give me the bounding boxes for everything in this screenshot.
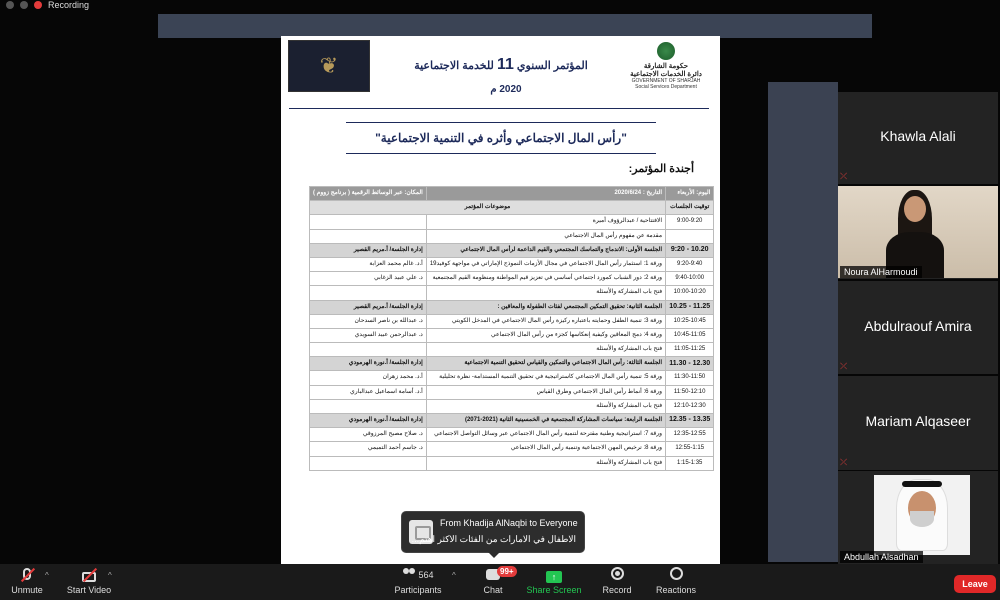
agenda-presenter: د. صلاح مصيح المرزوقي: [310, 428, 427, 442]
record-icon: [600, 567, 634, 583]
sharjah-emblem-icon: [657, 42, 675, 60]
unmute-button[interactable]: [8, 567, 46, 595]
agenda-header-row: [310, 187, 714, 201]
agenda-presenter: أ.د. أسامة اسماعيل عبدالباري: [310, 385, 427, 399]
agenda-item-row: [310, 328, 714, 342]
agenda-presenter: إدارة الجلسة/ أ.نورة الهرمودي: [310, 357, 427, 371]
divider: [346, 122, 656, 123]
agenda-item-row: [310, 286, 714, 300]
agenda-presenter: د. عبدالرحمن عبيد السويدي: [310, 328, 427, 342]
agenda-item-row: [310, 428, 714, 442]
agenda-topic: فتح باب المشاركة والأسئلة: [426, 399, 665, 413]
agenda-topic: فتح باب المشاركة والأسئلة: [426, 286, 665, 300]
share-screen-label: Share Screen: [526, 585, 582, 595]
agenda-item-row: [310, 371, 714, 385]
agenda-venue: المكان: عبر الوسائط الرقمية ( برنامج زووم ): [310, 187, 427, 201]
agenda-time: 12:55-1:15: [666, 442, 714, 456]
recording-label: Recording: [48, 0, 90, 10]
agenda-presenter: [310, 456, 427, 470]
agenda-presenter: إدارة الجلسة/ أ.مريم القصير: [310, 243, 427, 257]
agenda-presenter: [310, 399, 427, 413]
video-options-chevron-icon[interactable]: ^: [108, 571, 112, 580]
document-main-title: "رأس المال الاجتماعي وأثره في التنمية الاجتماعية": [375, 131, 627, 145]
agenda-topic: ورقة 2: دور الشباب كمورد اجتماعي أساسي في تعزيز قيم المواطنة ومنظومة القيم المجتمعية: [426, 272, 665, 286]
conference-logo: [288, 40, 370, 92]
agenda-presenter: إدارة الجلسة/ أ.نورة الهرمودي: [310, 414, 427, 428]
share-screen-icon: ↑: [526, 567, 582, 583]
agenda-topic: الافتتاحية / عبدالرؤوف أميرة: [426, 215, 665, 229]
agenda-topic: الجلسة الثانية: تحقيق التمكين المجتمعي لفئات الطفولة والمعاقين :: [426, 300, 665, 314]
window-minimize-icon[interactable]: [20, 1, 28, 9]
agenda-topic: الجلسة الأولى: الاندماج والتماسك المجتمعي والقيم الداعمة لرأس المال الاجتماعي: [426, 243, 665, 257]
agenda-date: التاريخ : 2020/6/24: [426, 187, 665, 201]
divider: [346, 153, 656, 154]
agenda-presenter: د. علي عبيد الزغابي: [310, 272, 427, 286]
agenda-item-row: [310, 314, 714, 328]
recording-dot-icon: [34, 1, 42, 9]
agenda-topic: الجلسة الثالثة: رأس المال الاجتماعي والتمكين والقياس لتحقيق التنمية الاجتماعية: [426, 357, 665, 371]
agenda-day: اليوم: الأربعاء: [666, 187, 714, 201]
video-off-icon: [64, 567, 114, 583]
agenda-presenter: أ.د. محمد زهران: [310, 371, 427, 385]
conference-title: [401, 56, 601, 74]
participant-name: Khawla Alali: [880, 128, 956, 144]
agenda-time: 11:30-11:50: [666, 371, 714, 385]
agenda-label: أجندة المؤتمر:: [628, 163, 694, 175]
agenda-time-heading: توقيت الجلسات: [666, 201, 714, 215]
agenda-presenter: د. عبدالله بن ناصر السدحان: [310, 314, 427, 328]
logo-line-2: دائرة الخدمات الاجتماعية: [630, 71, 702, 78]
agenda-item-row: [310, 456, 714, 470]
reactions-label: Reactions: [655, 585, 697, 595]
leave-button[interactable]: Leave: [954, 575, 996, 593]
logo-line-1: حكومة الشارقة: [643, 63, 689, 70]
participant-name-tag: Noura AlHarmoudi: [840, 266, 922, 278]
share-screen-button[interactable]: [526, 567, 582, 595]
reactions-icon: [654, 567, 698, 583]
agenda-topic: فتح باب المشاركة والأسئلة: [426, 343, 665, 357]
participants-count: 564: [418, 570, 434, 580]
agenda-topic: ورقة 8: ترخيص المهن الاجتماعية وتنمية رأس المال الاجتماعي: [426, 442, 665, 456]
participant-tile[interactable]: [838, 92, 998, 184]
participant-tile[interactable]: [838, 376, 998, 470]
agenda-table: [309, 186, 714, 471]
agenda-item-row: [310, 385, 714, 399]
conference-year: 2020 م: [490, 84, 522, 95]
agenda-subheader-row: [310, 201, 714, 215]
agenda-time: 12:35-12:55: [666, 428, 714, 442]
agenda-item-row: [310, 215, 714, 229]
shared-document: [281, 36, 720, 564]
mic-muted-icon: ⤫: [840, 361, 848, 371]
mic-muted-icon: [8, 567, 46, 583]
agenda-time: 12:10-12:30: [666, 399, 714, 413]
agenda-topic: ورقة 7: استراتيجية وطنية مقترحة لتنمية رأس المال الاجتماعي عبر وسائل التواصل الاجتماعي: [426, 428, 665, 442]
shared-screen-sidebar: [768, 82, 838, 562]
start-video-label: Start Video: [66, 585, 112, 595]
logo-line-3: GOVERNMENT OF SHARJAH: [631, 78, 701, 84]
recording-indicator: [0, 0, 160, 10]
agenda-time: 11:05-11:25: [666, 343, 714, 357]
record-button[interactable]: [600, 567, 634, 595]
agenda-presenter: إدارة الجلسة/ أ.مريم القصير: [310, 300, 427, 314]
conference-number: 11: [496, 56, 514, 73]
agenda-topic: مقدمة عن مفهوم رأس المال الاجتماعي: [426, 229, 665, 243]
window-close-icon[interactable]: [6, 1, 14, 9]
agenda-time: 12.35 - 13.35: [666, 414, 714, 428]
agenda-time: 9:20-9:40: [666, 257, 714, 271]
start-video-button[interactable]: [64, 567, 114, 595]
agenda-topic: فتح باب المشاركة والأسئلة: [426, 456, 665, 470]
reactions-button[interactable]: [654, 567, 698, 595]
agenda-time: 10:45-11:05: [666, 328, 714, 342]
participant-tile[interactable]: [838, 281, 998, 374]
agenda-presenter: [310, 215, 427, 229]
agenda-time: [666, 229, 714, 243]
shared-screen-header: [158, 14, 872, 38]
participant-tile[interactable]: [838, 471, 998, 564]
participants-label: Participants: [394, 585, 442, 595]
agenda-topic: ورقة 6: أنماط رأس المال الاجتماعي وطرق القياس: [426, 385, 665, 399]
conference-title-suffix: للخدمة الاجتماعية: [414, 60, 494, 72]
agenda-time: 11:50-12:10: [666, 385, 714, 399]
participant-name: Mariam Alqaseer: [865, 413, 971, 429]
agenda-time: 1:15-1:35: [666, 456, 714, 470]
chat-notification-tail: [488, 552, 500, 558]
participant-video: [838, 186, 998, 278]
agenda-item-row: [310, 442, 714, 456]
agenda-presenter: [310, 286, 427, 300]
agenda-topic: ورقة 4: دمج المعاقين وكيفية إنعكاسها كجزء من رأس المال الاجتماعي: [426, 328, 665, 342]
agenda-presenter: [310, 343, 427, 357]
audio-options-chevron-icon[interactable]: ^: [45, 571, 49, 580]
agenda-presenter: أ.د. غالم محمد العزابة: [310, 257, 427, 271]
participants-options-chevron-icon[interactable]: ^: [452, 571, 456, 580]
logo-line-4: Social Services Department: [635, 84, 697, 90]
mic-muted-icon: ⤫: [840, 457, 848, 467]
agenda-time: 10:25-10:45: [666, 314, 714, 328]
agenda-topic: ورقة 1: استثمار رأس المال الاجتماعي في مجال الأزمات النموذج الإماراتي في مواجهة كوفيد19: [426, 257, 665, 271]
agenda-time: 9:20 - 10.20: [666, 243, 714, 257]
chat-notification-message: الاطفال في الامارات من الفئات الاكثر اهتم...: [411, 534, 576, 544]
agenda-session-row: [310, 300, 714, 314]
agenda-time: 11.30 - 12.30: [666, 357, 714, 371]
agenda-topic: ورقة 5: تنمية رأس المال الاجتماعي كاستراتيجية في تحقيق التنمية المستدامة- نظرة تحليلية: [426, 371, 665, 385]
agenda-topic: الجلسة الرابعة: سياسات المشاركة المجتمعية في الخمسينية الثانية (2021-2071): [426, 414, 665, 428]
chat-notification[interactable]: [401, 511, 585, 553]
participant-tile[interactable]: [838, 186, 998, 279]
government-logo: [630, 42, 702, 102]
agenda-topic: ورقة 3: تنمية الطفل وحمايته باعتباره ركيزة رأس المال الاجتماعي في المدخل الكويتي: [426, 314, 665, 328]
conference-title-prefix: المؤتمر السنوي: [516, 60, 588, 72]
agenda-item-row: [310, 257, 714, 271]
agenda-item-row: [310, 229, 714, 243]
participants-icon: [392, 567, 444, 583]
agenda-topics-heading: موضوعات المؤتمر: [310, 201, 666, 215]
agenda-presenter: د. جاسم أحمد التميمي: [310, 442, 427, 456]
agenda-session-row: [310, 357, 714, 371]
agenda-session-row: [310, 414, 714, 428]
mic-muted-icon: ⤫: [840, 171, 848, 181]
participant-name: Abdulraouf Amira: [864, 317, 972, 334]
participant-name-tag: Abdullah Alsadhan: [840, 551, 923, 563]
calligraphy-logo-icon: ❦: [319, 53, 339, 79]
divider: [289, 108, 709, 109]
agenda-session-row: [310, 243, 714, 257]
agenda-item-row: [310, 399, 714, 413]
participant-video: [874, 475, 970, 555]
record-label: Record: [602, 585, 632, 595]
agenda-time: 10.25 - 11.25: [666, 300, 714, 314]
participants-button[interactable]: [392, 567, 444, 595]
agenda-presenter: [310, 229, 427, 243]
unmute-label: Unmute: [11, 585, 43, 595]
chat-unread-badge: 99+: [497, 566, 517, 577]
agenda-item-row: [310, 272, 714, 286]
agenda-time: 9:40-10:00: [666, 272, 714, 286]
agenda-time: 9:00-9:20: [666, 215, 714, 229]
chat-notification-sender: From Khadija AlNaqbi to Everyone: [440, 518, 578, 528]
agenda-time: 10:00-10:20: [666, 286, 714, 300]
chat-label: Chat: [483, 585, 503, 595]
agenda-item-row: [310, 343, 714, 357]
